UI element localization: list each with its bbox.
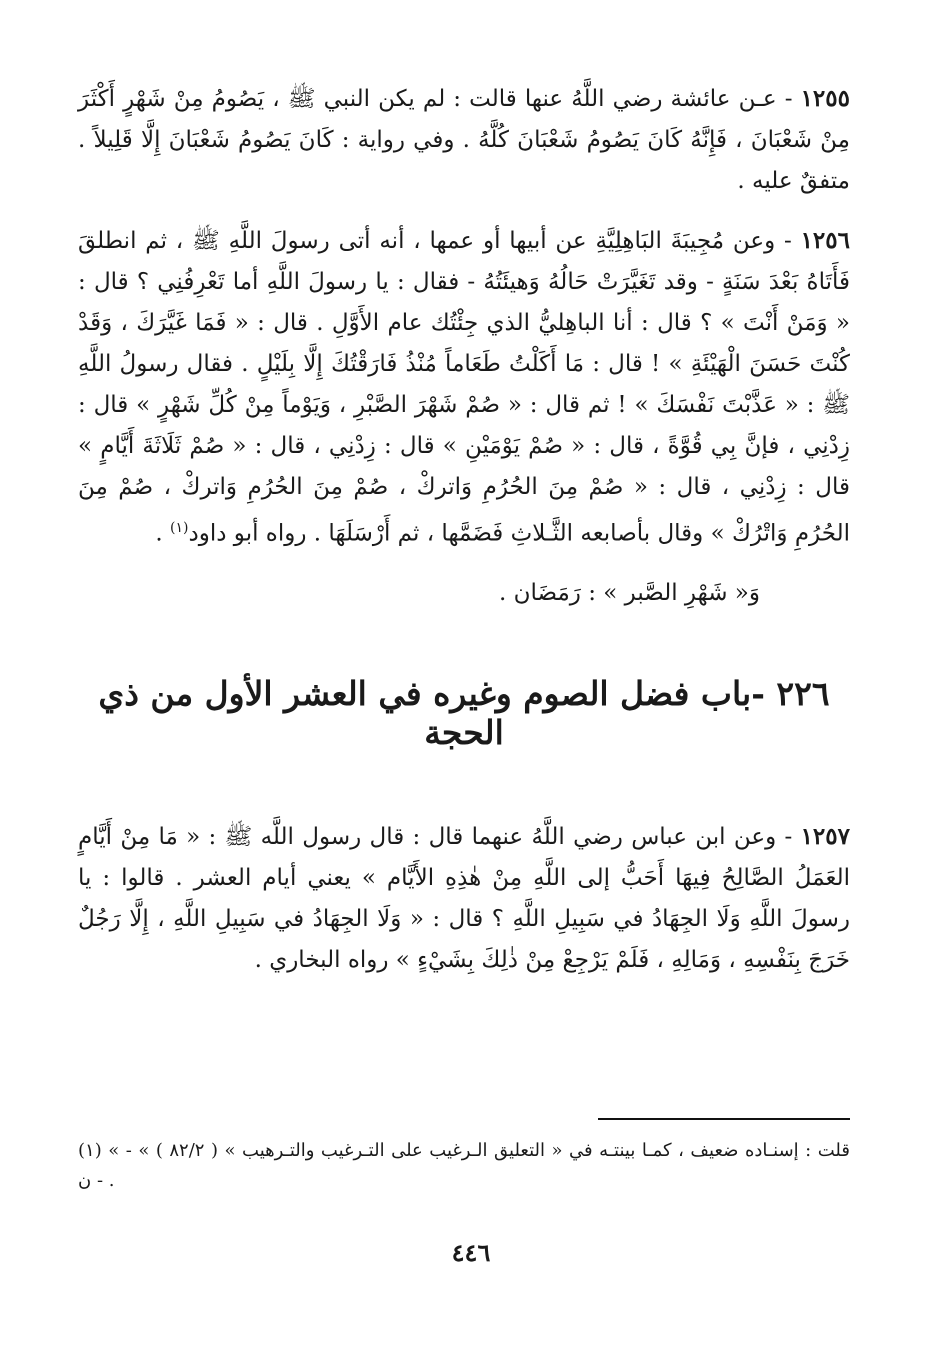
page-number: ٤٤٦ [451, 1238, 491, 1267]
explanatory-note: وَ« شَهْرِ الصَّبر » : رَمَضَان . [499, 579, 760, 606]
hadith-text-tail: . [155, 520, 171, 547]
hadith-text: - وعن ابن عباس رضي اللَّهُ عنهما قال : قال رسول اللَّه ﷺ : « مَا مِنْ أَيَّامٍ العَمَلُ الصَّالِحُ فِيهَا أَحَبُّ إلى اللَّهِ مِنْ هٰذِهِ الأَيَّام » يعني أيام العشر . قالوا : يا رسولَ اللَّهِ وَلَا الجِهَادُ في سَبِيلِ اللَّهِ ؟ قال : « وَلَا الجِهَادُ في سَبِيلِ اللَّهِ ، إِلَّا رَجُلٌ خَرَجَ بِنَفْسِهِ ، وَمَالِهِ ، فَلَمْ يَرْجِعْ مِنْ ذٰلِكَ بِشَيْءٍ » رواه البخاري . [78, 823, 850, 973]
hadith-1257 [78, 816, 850, 981]
hadith-number: ١٢٥٦ [800, 227, 850, 254]
footnote-separator [598, 1118, 850, 1120]
hadith-text: - عـن عائشة رضي اللَّهُ عنها قالت : لم يكن النبي ﷺ ، يَصُومُ مِنْ شَهْرٍ أَكْثَرَ مِنْ شَعْبَانَ ، فَإِنَّهُ كَانَ يَصُومُ شَعْبَانَ كُلَّهُ . وفي رواية : كَانَ يَصُومُ شَعْبَانَ إِلَّا قَلِيلاً . متفقٌ عليه . [78, 86, 850, 194]
footnote: (١) « قلت : إسنـاده ضعيف ، كمـا بينتـه في « التعليق الـرغيب على التـرغيب والتـرهيب » ( ٨٢/٢ ) » - ن - . [78, 1140, 850, 1191]
hadith-1256 [78, 220, 850, 555]
hadith-1255 [78, 78, 850, 202]
chapter-heading: ٢٢٦ -باب فضل الصوم وغيره في العشر الأول من ذي الحجة [98, 673, 830, 752]
page-body [78, 78, 850, 999]
hadith-number: ١٢٥٧ [800, 822, 850, 850]
footnote-marker[interactable]: (١) [170, 520, 189, 536]
hadith-text: - وعن مُجِيبَةَ البَاهِلِيَّةِ عن أبيها أو عمها ، أنه أتى رسولَ اللَّهِ ﷺ ، ثم انطلقَ فَأَتَاهُ بَعْدَ سَنَةٍ - وقد تَغَيَّرَتْ حَالُهُ وَهيئَتُهُ - فقال : يا رسولَ اللَّهِ أما تَعْرِفُنِي ؟ قال : « وَمَنْ أَنْتَ » ؟ قال : أنا الباهِليُّ الذي جِئْتُك عام الأَوَّلِ . قال : « فَمَا غَيَّرَكَ ، وَقَدْ كُنْتَ حَسَنَ الْهَيْئَةِ » ! قال : مَا أَكَلْتُ طَعَاماً مُنْذُ فَارَقْتُكَ إِلَّا بِلَيْلٍ . فقال رسولُ اللَّهِ ﷺ : « عَذَّبْتَ نَفْسَكَ » ! ثم قال : « صُمْ شَهْرَ الصَّبْرِ ، وَيَوْماً مِنْ كُلِّ شَهْرٍ » قال : زِدْنِي ، فإنَّ بِي قُوَّةً ، قال : « صُمْ يَوْمَيْنِ » قال : زِدْنِي ، قال : « صُمْ ثَلَاثَةَ أَيَّامٍ » قال : زِدْنِي ، قال : « صُمْ مِنَ الحُرُمِ وَاتركْ ، صُمْ مِنَ الحُرُمِ وَاتركْ ، صُمْ مِنَ الحُرُمِ وَاتْرُكْ » وقال بأصابعه الثَّـلاثِ فَضَمَّها ، ثم أَرْسَلَهَا . رواه أبو داود [78, 228, 850, 547]
hadith-number: ١٢٥٥ [800, 85, 850, 112]
